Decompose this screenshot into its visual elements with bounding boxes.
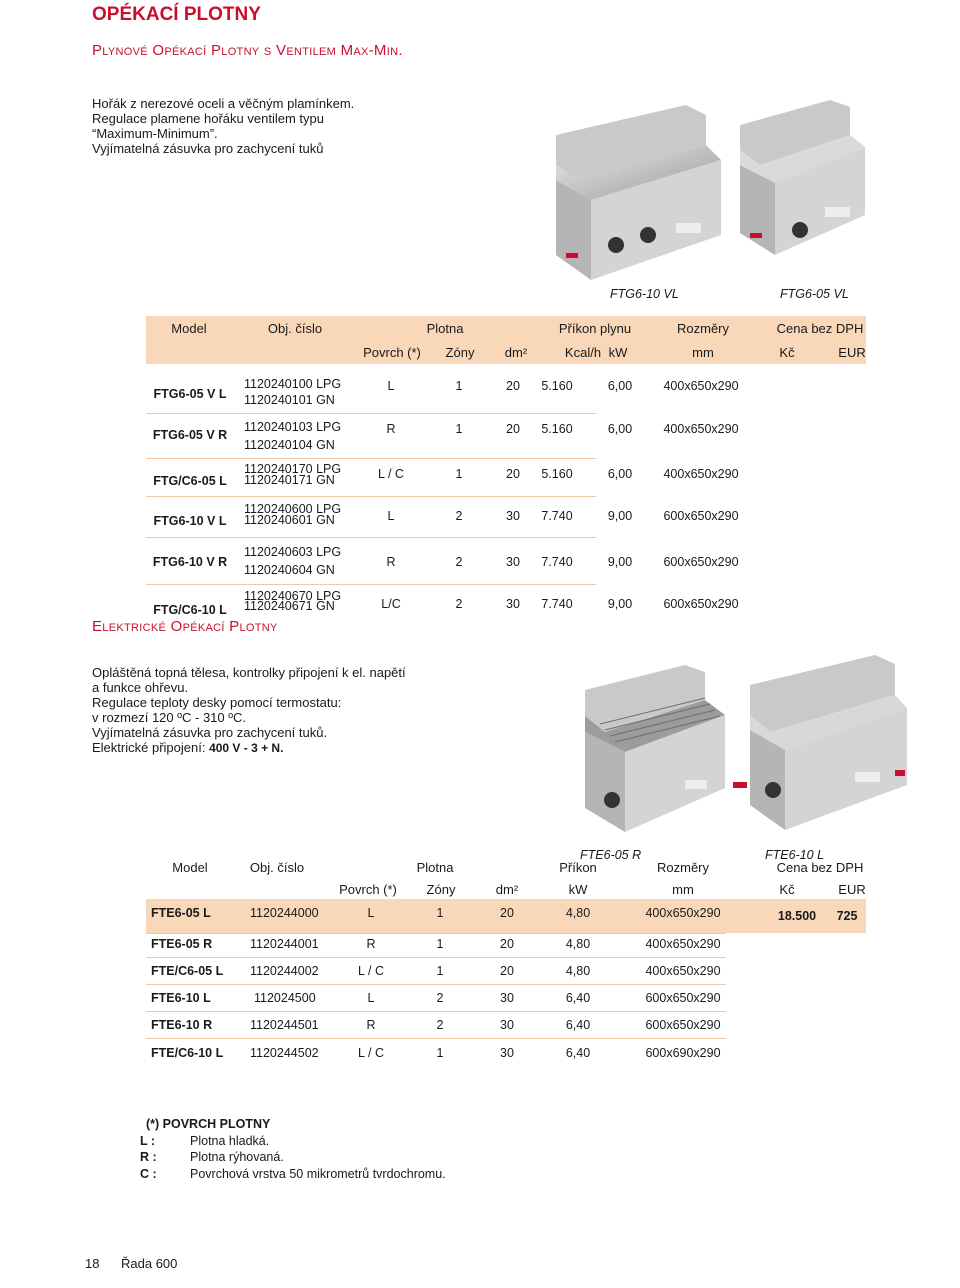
electric-section-title: Elektrické Opékací Plotny: [92, 618, 278, 635]
electric-row-zony: 1: [436, 906, 444, 920]
col-kcal: Kcal/h: [564, 345, 602, 360]
col-zony: Zóny: [445, 345, 475, 360]
col-model: Model: [171, 321, 207, 336]
electric-row-mm: 600x690x290: [645, 1046, 721, 1060]
gas-row-model: FTG6-10 V L: [153, 514, 227, 528]
page-title: OPÉKACÍ PLOTNY: [92, 4, 261, 25]
electric-row-obj: 1120244002: [250, 964, 319, 978]
surface-legend: [140, 1116, 446, 1182]
gas-desc-line: Regulace plamene hořáku ventilem typu: [92, 111, 324, 126]
gas-description: [92, 96, 392, 156]
fte6-10-l-photo: [735, 650, 910, 840]
legend-key: R :: [140, 1150, 157, 1164]
gas-row-kcal: 7.740: [541, 555, 573, 569]
col-rozmery: Rozměry: [676, 321, 730, 336]
gas-row-mm: 400x650x290: [663, 379, 739, 393]
electric-table-header: [146, 857, 866, 899]
electric-row-model: FTE6-10 L: [151, 991, 211, 1005]
gas-row-zony: 1: [455, 467, 463, 481]
gas-row-kcal: 7.740: [541, 597, 573, 611]
gas-row-zony: 2: [455, 509, 463, 523]
electric-row-model: FTE/C6-05 L: [151, 964, 224, 978]
electric-row-zony: 1: [436, 964, 444, 978]
legend-item-r: [140, 1149, 446, 1166]
col-model: Model: [172, 860, 208, 875]
electric-desc-line: Vyjímatelná zásuvka pro zachycení tuků.: [92, 725, 328, 740]
gas-row-model: FTG6-05 V R: [152, 428, 228, 442]
col-povrch: Povrch (*): [363, 345, 421, 360]
gas-row-zony: 1: [455, 422, 463, 436]
gas-row-dm: 30: [506, 597, 520, 611]
gas-row-kcal: 5.160: [541, 467, 573, 481]
legend-item-c: [140, 1166, 446, 1183]
legend-text: Plotna rýhovaná.: [190, 1150, 284, 1164]
electric-row-kw: 4,80: [565, 937, 591, 951]
electric-row-dm: 20: [500, 906, 514, 920]
col-dm: dm²: [495, 882, 519, 897]
electric-row-dm: 30: [500, 1018, 514, 1032]
electric-row-obj: 1120244001: [250, 937, 319, 951]
electric-row-obj: 1120244502: [250, 1046, 319, 1060]
electric-row-mm: 400x650x290: [645, 964, 721, 978]
gas-row-dm: 30: [506, 509, 520, 523]
col-prikon: Příkon: [559, 860, 597, 875]
gas-desc-line: Vyjímatelná zásuvka pro zachycení tuků: [92, 141, 324, 156]
gas-row-obj-gn: 1120240671 GN: [244, 599, 335, 613]
caption-fte6-05-r: FTE6-05 R: [580, 848, 642, 862]
row-divider: [146, 984, 726, 985]
fte6-05-r-photo: [565, 660, 760, 835]
electric-row-model: FTE6-05 R: [151, 937, 213, 951]
legend-item-l: [140, 1133, 446, 1150]
col-zony: Zóny: [426, 882, 456, 897]
electric-row-povrch: L: [367, 991, 375, 1005]
gas-row-kw: 9,00: [607, 555, 633, 569]
electric-row-povrch: L: [367, 906, 375, 920]
gas-row-obj-lpg: 1120240603 LPG: [244, 545, 342, 559]
gas-row-model: FTG/C6-10 L: [153, 603, 227, 617]
row-divider: [146, 496, 596, 497]
electric-row-kw: 4,80: [565, 906, 591, 920]
electric-row-dm: 30: [500, 1046, 514, 1060]
row-divider: [146, 413, 596, 414]
col-obj: Obj. číslo: [249, 860, 305, 875]
ftg6-10-vl-photo: [536, 105, 726, 280]
ftg6-05-vl-photo: [720, 95, 870, 255]
col-plotna: Plotna: [426, 321, 464, 336]
electric-row-model: FTE6-05 L: [151, 906, 211, 920]
electric-description: [92, 665, 406, 756]
electric-row-obj: 112024500: [254, 991, 316, 1005]
gas-row-povrch: L / C: [378, 467, 404, 481]
gas-row-model: FTG/C6-05 L: [153, 474, 227, 488]
gas-row-povrch: R: [386, 422, 396, 436]
gas-row-kw: 6,00: [607, 379, 633, 393]
electric-row-kw: 6,40: [565, 1046, 591, 1060]
electric-desc-line: Opláštěná topná tělesa, kontrolky připojení k el. napětí: [92, 665, 406, 680]
gas-row-obj-gn: 1120240601 GN: [244, 513, 335, 527]
electric-connection: [92, 740, 392, 756]
electric-row-mm: 400x650x290: [645, 906, 721, 920]
electric-row-dm: 20: [500, 964, 514, 978]
col-kc: Kč: [779, 345, 795, 360]
gas-row-dm: 20: [506, 467, 520, 481]
gas-row-obj-lpg: 1120240103 LPG: [244, 420, 342, 434]
electric-row-povrch: R: [366, 937, 376, 951]
col-kw: kW: [568, 882, 588, 897]
electric-row-kw: 6,40: [565, 991, 591, 1005]
series-label: Řada 600: [121, 1256, 178, 1271]
gas-row-model: FTG6-05 V L: [153, 387, 227, 401]
electric-row-obj: 1120244000: [250, 906, 319, 920]
legend-title: (*) POVRCH PLOTNY: [146, 1117, 271, 1131]
gas-desc-line: “Maximum-Minimum”.: [92, 126, 218, 141]
electric-desc-line: v rozmezí 120 ºC - 310 ºC.: [92, 710, 246, 725]
gas-row-mm: 600x650x290: [663, 597, 739, 611]
col-eur: EUR: [838, 882, 866, 897]
electric-row-kw: 4,80: [565, 964, 591, 978]
row-divider: [146, 584, 596, 585]
gas-row-zony: 2: [455, 597, 463, 611]
gas-desc-line: Hořák z nerezové oceli a věčným plamínkem.: [92, 96, 355, 111]
legend-text: Povrchová vrstva 50 mikrometrů tvrdochromu.: [190, 1166, 446, 1181]
gas-row-obj-gn: 1120240604 GN: [244, 563, 335, 577]
gas-section-title: Plynové Opékací Plotny s Ventilem Max-Min.: [92, 42, 403, 59]
col-eur: EUR: [838, 345, 866, 360]
gas-row-kw: 9,00: [607, 597, 633, 611]
gas-row-kcal: 5.160: [541, 422, 573, 436]
electric-row-zony: 2: [436, 1018, 444, 1032]
gas-row-obj-lpg: 1120240100 LPG: [244, 377, 342, 391]
gas-row-obj-lpg: 1120240170 LPG: [244, 462, 342, 476]
gas-row-povrch: R: [386, 555, 396, 569]
gas-row-kw: 6,00: [607, 422, 633, 436]
gas-row-obj-gn: 1120240104 GN: [244, 438, 335, 452]
gas-row-zony: 2: [455, 555, 463, 569]
electric-row-zony: 2: [436, 991, 444, 1005]
col-cena: Cena bez DPH: [776, 321, 864, 336]
row-divider: [146, 1038, 726, 1039]
gas-row-dm: 20: [506, 379, 520, 393]
electric-row-obj: 1120244501: [250, 1018, 319, 1032]
col-plotna: Plotna: [416, 860, 454, 875]
col-kw: kW: [608, 345, 628, 360]
electric-row-mm: 600x650x290: [645, 991, 721, 1005]
gas-row-obj-gn: 1120240101 GN: [244, 393, 335, 407]
legend-key: C :: [140, 1166, 157, 1181]
gas-row-mm: 600x650x290: [663, 509, 739, 523]
col-obj: Obj. číslo: [267, 321, 323, 336]
gas-row-mm: 400x650x290: [663, 422, 739, 436]
gas-row-obj-gn: 1120240171 GN: [244, 473, 335, 487]
caption-fte6-10-l: FTE6-10 L: [765, 848, 825, 862]
legend-key: L :: [140, 1133, 156, 1148]
electric-row-kw: 6,40: [565, 1018, 591, 1032]
col-mm: mm: [692, 345, 714, 360]
electric-connection-label: Elektrické připojení:: [92, 740, 210, 755]
electric-row-mm: 400x650x290: [645, 937, 721, 951]
col-cena: Cena bez DPH: [776, 860, 864, 875]
electric-row-povrch: L / C: [358, 1046, 384, 1060]
col-rozmery: Rozměry: [656, 860, 710, 875]
caption-ftg6-05-vl: FTG6-05 VL: [780, 287, 849, 301]
gas-table-header: [146, 316, 866, 364]
gas-row-mm: 400x650x290: [663, 467, 739, 481]
col-prikon: Příkon plynu: [558, 321, 632, 336]
row-divider: [146, 933, 726, 934]
electric-row-zony: 1: [436, 1046, 444, 1060]
gas-row-kw: 6,00: [607, 467, 633, 481]
col-povrch: Povrch (*): [339, 882, 397, 897]
electric-row-model: FTE/C6-10 L: [151, 1046, 224, 1060]
electric-row-povrch: L / C: [358, 964, 384, 978]
gas-row-kw: 9,00: [607, 509, 633, 523]
gas-row-obj-lpg: 1120240600 LPG: [244, 502, 342, 516]
electric-price-eur: 725: [836, 909, 858, 923]
electric-row-model: FTE6-10 R: [151, 1018, 213, 1032]
electric-price-kc: 18.500: [777, 909, 817, 923]
caption-ftg6-10-vl: FTG6-10 VL: [610, 287, 679, 301]
electric-row-povrch: R: [366, 1018, 376, 1032]
gas-row-kcal: 7.740: [541, 509, 573, 523]
electric-row-dm: 20: [500, 937, 514, 951]
col-mm: mm: [672, 882, 694, 897]
col-dm: dm²: [504, 345, 528, 360]
electric-row-dm: 30: [500, 991, 514, 1005]
gas-row-model: FTG6-10 V R: [152, 555, 228, 569]
gas-row-dm: 30: [506, 555, 520, 569]
gas-row-kcal: 5.160: [541, 379, 573, 393]
gas-row-povrch: L: [387, 379, 395, 393]
row-divider: [146, 458, 596, 459]
col-kc: Kč: [779, 882, 795, 897]
electric-desc-line: Regulace teploty desky pomocí termostatu:: [92, 695, 342, 710]
gas-row-povrch: L/C: [381, 597, 401, 611]
gas-row-povrch: L: [387, 509, 395, 523]
gas-row-dm: 20: [506, 422, 520, 436]
electric-row-mm: 600x650x290: [645, 1018, 721, 1032]
gas-row-zony: 1: [455, 379, 463, 393]
electric-row-zony: 1: [436, 937, 444, 951]
gas-row-mm: 600x650x290: [663, 555, 739, 569]
row-divider: [146, 537, 596, 538]
row-divider: [146, 1011, 726, 1012]
gas-row-obj-lpg: 1120240670 LPG: [244, 589, 342, 603]
electric-connection-value: 400 V - 3 + N.: [209, 741, 284, 755]
electric-desc-line: a funkce ohřevu.: [92, 680, 189, 695]
legend-text: Plotna hladká.: [190, 1133, 270, 1148]
page-number: 18: [85, 1256, 100, 1271]
row-divider: [146, 957, 726, 958]
